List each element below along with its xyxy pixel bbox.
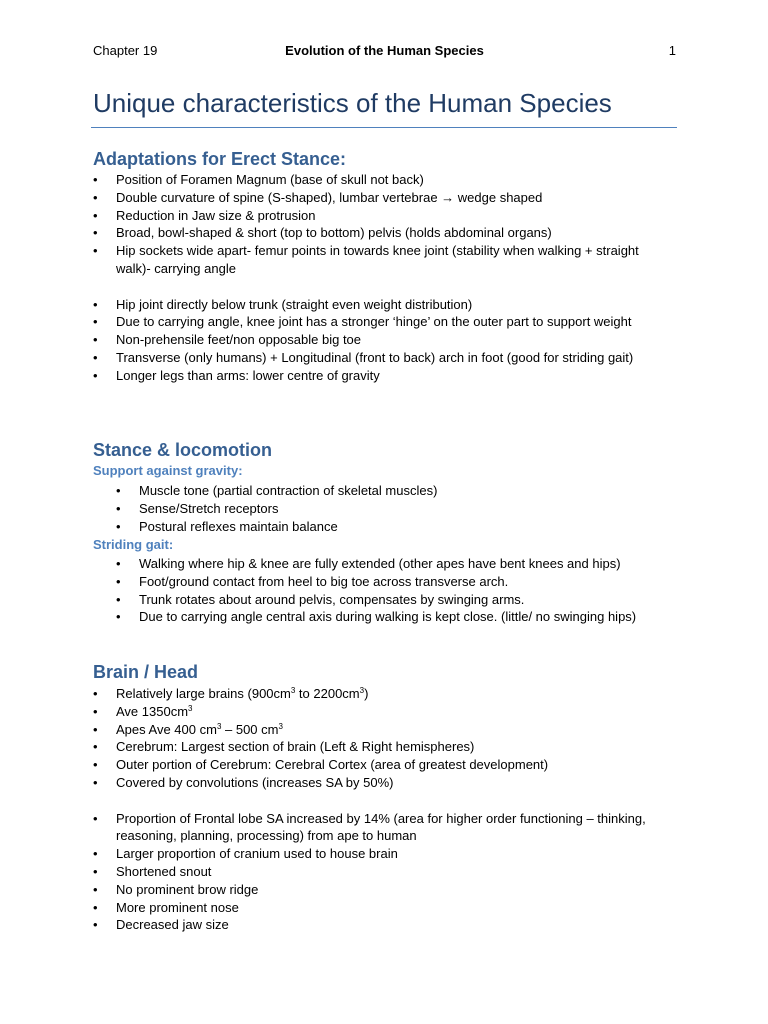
list-item: • No prominent brow ridge	[93, 881, 259, 897]
bullet-icon: •	[93, 846, 98, 862]
bullet-icon: •	[116, 609, 121, 625]
list-item: • Decreased jaw size	[93, 917, 229, 933]
list-item: • Hip sockets wide apart- femur points in towards knee joint (stability when walking + straight walk)- carrying angle	[93, 243, 639, 276]
bullet-icon: •	[93, 225, 98, 241]
list-item: • Muscle tone (partial contraction of skeletal muscles)	[116, 483, 438, 498]
list-item: • Hip joint directly below trunk (straight even weight distribution)	[93, 296, 473, 312]
list-item: • Outer portion of Cerebrum: Cerebral Cortex (area of greatest development)	[93, 757, 549, 773]
list-item: • Longer legs than arms: lower centre of gravity	[93, 367, 380, 383]
bullet-icon: •	[93, 703, 98, 719]
page-title: Unique characteristics of the Human Species	[93, 88, 612, 118]
chapter-label: Chapter 19	[93, 43, 158, 58]
bullet-icon: •	[93, 367, 98, 383]
striding-gait-list	[116, 555, 671, 626]
list-item: • Relatively large brains ($900cm^3$ to $2200cm^3$)	[93, 686, 369, 701]
bullet-icon: •	[93, 172, 98, 187]
list-item: • Trunk rotates about around pelvis, compensates by swinging arms.	[116, 591, 525, 607]
list-item: • Postural reflexes maintain balance	[116, 518, 338, 534]
bullet-icon: •	[93, 881, 98, 897]
bullet-icon: •	[93, 296, 98, 312]
list-item: • Due to carrying angle central axis during walking is kept close. (little/ no swinging hips)	[116, 609, 637, 625]
list-item: • Transverse (only humans) + Longitudinal (front to back) arch in foot (good for striding gait)	[93, 349, 634, 365]
heading-erect-stance: Adaptations for Erect Stance:	[93, 149, 347, 169]
bullet-icon: •	[116, 591, 121, 607]
running-title: Evolution of the Human Species	[285, 43, 484, 58]
support-gravity-list	[116, 482, 671, 535]
bullet-icon: •	[93, 189, 98, 205]
list-item: • Foot/ground contact from heel to big toe across transverse arch.	[116, 573, 509, 589]
list-item: • Reduction in Jaw size & protrusion	[93, 207, 316, 223]
page-number: 1	[668, 43, 676, 58]
list-item: • Sense/Stretch receptors	[116, 500, 279, 516]
bullet-icon: •	[116, 483, 121, 498]
list-item: • Broad, bowl-shaped & short (top to bottom) pelvis (holds abdominal organs)	[93, 225, 552, 241]
heading-support-gravity: Support against gravity:	[93, 463, 243, 478]
bullet-icon: •	[93, 757, 98, 773]
bullet-icon: •	[93, 739, 98, 755]
bullet-icon: •	[116, 573, 121, 589]
list-item: • Proportion of Frontal lobe SA increased by 14% (area for higher order functioning – thinking, reasoning, planning, processing) from ape to human	[93, 810, 646, 844]
bullet-icon: •	[93, 774, 98, 790]
bullet-icon: •	[93, 314, 98, 330]
bullet-icon: •	[93, 917, 98, 933]
list-item: • Walking where hip & knee are fully extended (other apes have bent knees and hips)	[116, 556, 621, 571]
bullet-icon: •	[93, 863, 98, 879]
heading-stance-locomotion: Stance & locomotion	[93, 440, 273, 460]
bullet-icon: •	[93, 899, 98, 915]
bullet-icon: •	[93, 207, 98, 223]
list-item: • Larger proportion of cranium used to house brain	[93, 846, 398, 862]
bullet-icon: •	[116, 556, 121, 571]
list-item: • Double curvature of spine (S-shaped), lumbar vertebrae → wedge shaped	[93, 189, 543, 205]
list-item: • Ave $1350cm^3$	[93, 703, 193, 719]
bullet-icon: •	[116, 500, 121, 516]
list-item: • Apes Ave 400 $cm^3 - 500$ $cm^3$	[93, 721, 283, 737]
list-item: • Due to carrying angle, knee joint has a stronger ‘hinge’ on the outer part to support weight	[93, 314, 632, 330]
heading-striding-gait: Striding gait:	[93, 537, 174, 552]
list-item: • Position of Foramen Magnum (base of skull not back)	[93, 172, 424, 187]
list-item: • Shortened snout	[93, 863, 212, 879]
page-header	[93, 43, 676, 61]
heading-brain-head: Brain / Head	[93, 662, 199, 682]
bullet-icon: •	[93, 332, 98, 348]
list-item: • More prominent nose	[93, 899, 239, 915]
bullet-icon: •	[93, 686, 98, 701]
bullet-icon: •	[93, 349, 98, 365]
list-item: • Non-prehensile feet/non opposable big toe	[93, 332, 362, 348]
title-underline	[91, 127, 677, 128]
bullet-icon: •	[93, 243, 98, 259]
bullet-icon: •	[93, 810, 98, 826]
brain-head-list	[93, 685, 668, 934]
list-item: • Cerebrum: Largest section of brain (Left & Right hemispheres)	[93, 739, 475, 755]
list-item: • Covered by convolutions (increases SA by 50%)	[93, 774, 394, 790]
bullet-icon: •	[116, 518, 121, 534]
erect-stance-list	[93, 171, 668, 385]
bullet-icon: •	[93, 721, 98, 737]
